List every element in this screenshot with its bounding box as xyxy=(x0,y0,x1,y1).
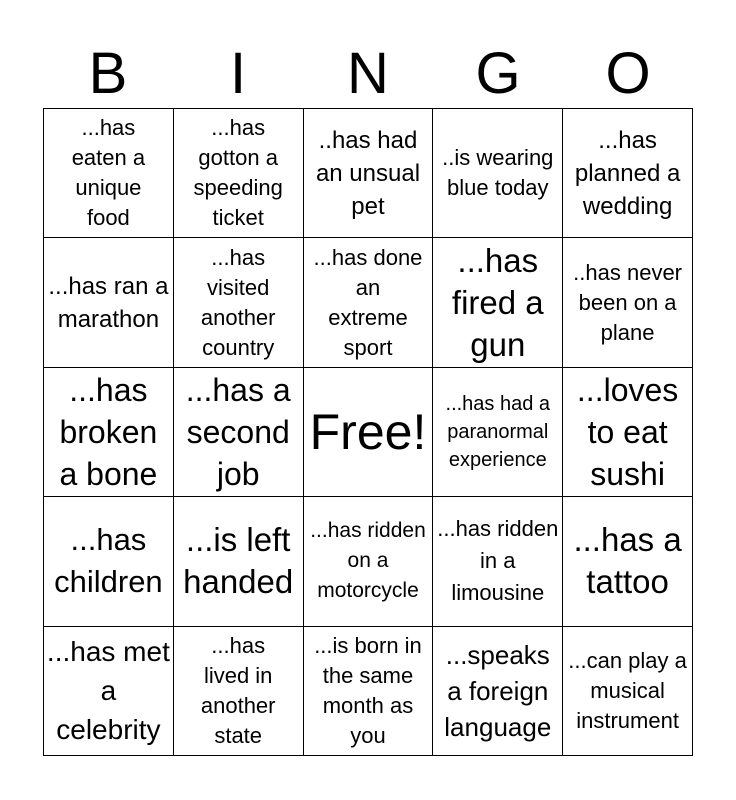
bingo-cell[interactable] xyxy=(433,109,563,238)
bingo-cell[interactable] xyxy=(304,497,434,626)
cell-text: ...has fired a gun xyxy=(451,241,544,363)
cell-text: ...is left handed xyxy=(183,521,294,601)
bingo-cell[interactable] xyxy=(433,238,563,367)
bingo-cell[interactable] xyxy=(174,627,304,756)
bingo-cell[interactable] xyxy=(563,627,693,756)
bingo-cell[interactable] xyxy=(433,627,563,756)
header-letter-o: O xyxy=(605,41,651,106)
header-letter-i: I xyxy=(229,41,247,106)
bingo-cell[interactable] xyxy=(304,238,434,367)
free-space-cell[interactable] xyxy=(304,368,434,497)
cell-text: ..has never been on a plane xyxy=(573,259,683,345)
bingo-cell[interactable] xyxy=(174,368,304,497)
cell-text: ...has planned a wedding xyxy=(574,126,681,220)
cell-text: ...has ridden on a motorcycle xyxy=(310,519,426,603)
cell-text: ...has a tattoo xyxy=(573,521,682,601)
bingo-card-grid xyxy=(43,108,693,756)
cell-text: ...has eaten a unique food xyxy=(71,115,146,231)
cell-text: ...is born in the same month as you xyxy=(314,632,422,748)
bingo-cell[interactable] xyxy=(174,497,304,626)
cell-text: ...has had a paranormal experience xyxy=(445,392,551,471)
cell-text: ...has ran a marathon xyxy=(48,272,169,333)
bingo-cell[interactable] xyxy=(304,109,434,238)
bingo-cell[interactable] xyxy=(563,497,693,626)
bingo-cell[interactable] xyxy=(433,368,563,497)
cell-text: ...has lived in another state xyxy=(200,632,276,748)
cell-text: ...has visited another country xyxy=(200,244,276,360)
cell-text: ...has gotton a speeding ticket xyxy=(193,115,283,231)
bingo-cell[interactable] xyxy=(44,627,174,756)
cell-text: ...loves to eat sushi xyxy=(576,372,679,492)
bingo-cell[interactable] xyxy=(174,109,304,238)
cell-text: ...has broken a bone xyxy=(59,372,158,492)
cell-text: ...has ridden in a limousine xyxy=(437,516,559,606)
free-space-text: Free! xyxy=(309,403,427,460)
bingo-cell[interactable] xyxy=(563,109,693,238)
bingo-cell[interactable] xyxy=(174,238,304,367)
bingo-cell[interactable] xyxy=(44,109,174,238)
cell-text: ...has a second job xyxy=(185,372,291,492)
bingo-cell[interactable] xyxy=(44,238,174,367)
cell-text: ..is wearing blue today xyxy=(442,145,554,201)
cell-text: ..has had an unsual pet xyxy=(315,126,421,220)
bingo-header xyxy=(43,40,693,108)
cell-text: ...can play a musical instrument xyxy=(568,647,687,733)
bingo-cell[interactable] xyxy=(563,238,693,367)
cell-text: ...speaks a foreign language xyxy=(444,639,552,742)
cell-text: ...has done an extreme sport xyxy=(313,244,423,360)
bingo-cell[interactable] xyxy=(563,368,693,497)
bingo-cell[interactable] xyxy=(44,368,174,497)
cell-text: ...has children xyxy=(54,522,163,600)
header-letter-g: G xyxy=(475,41,521,106)
cell-text: ...has met a celebrity xyxy=(46,636,170,746)
bingo-cell[interactable] xyxy=(304,627,434,756)
header-letter-b: B xyxy=(88,41,128,106)
header-letter-n: N xyxy=(347,41,389,106)
bingo-cell[interactable] xyxy=(433,497,563,626)
bingo-cell[interactable] xyxy=(44,497,174,626)
